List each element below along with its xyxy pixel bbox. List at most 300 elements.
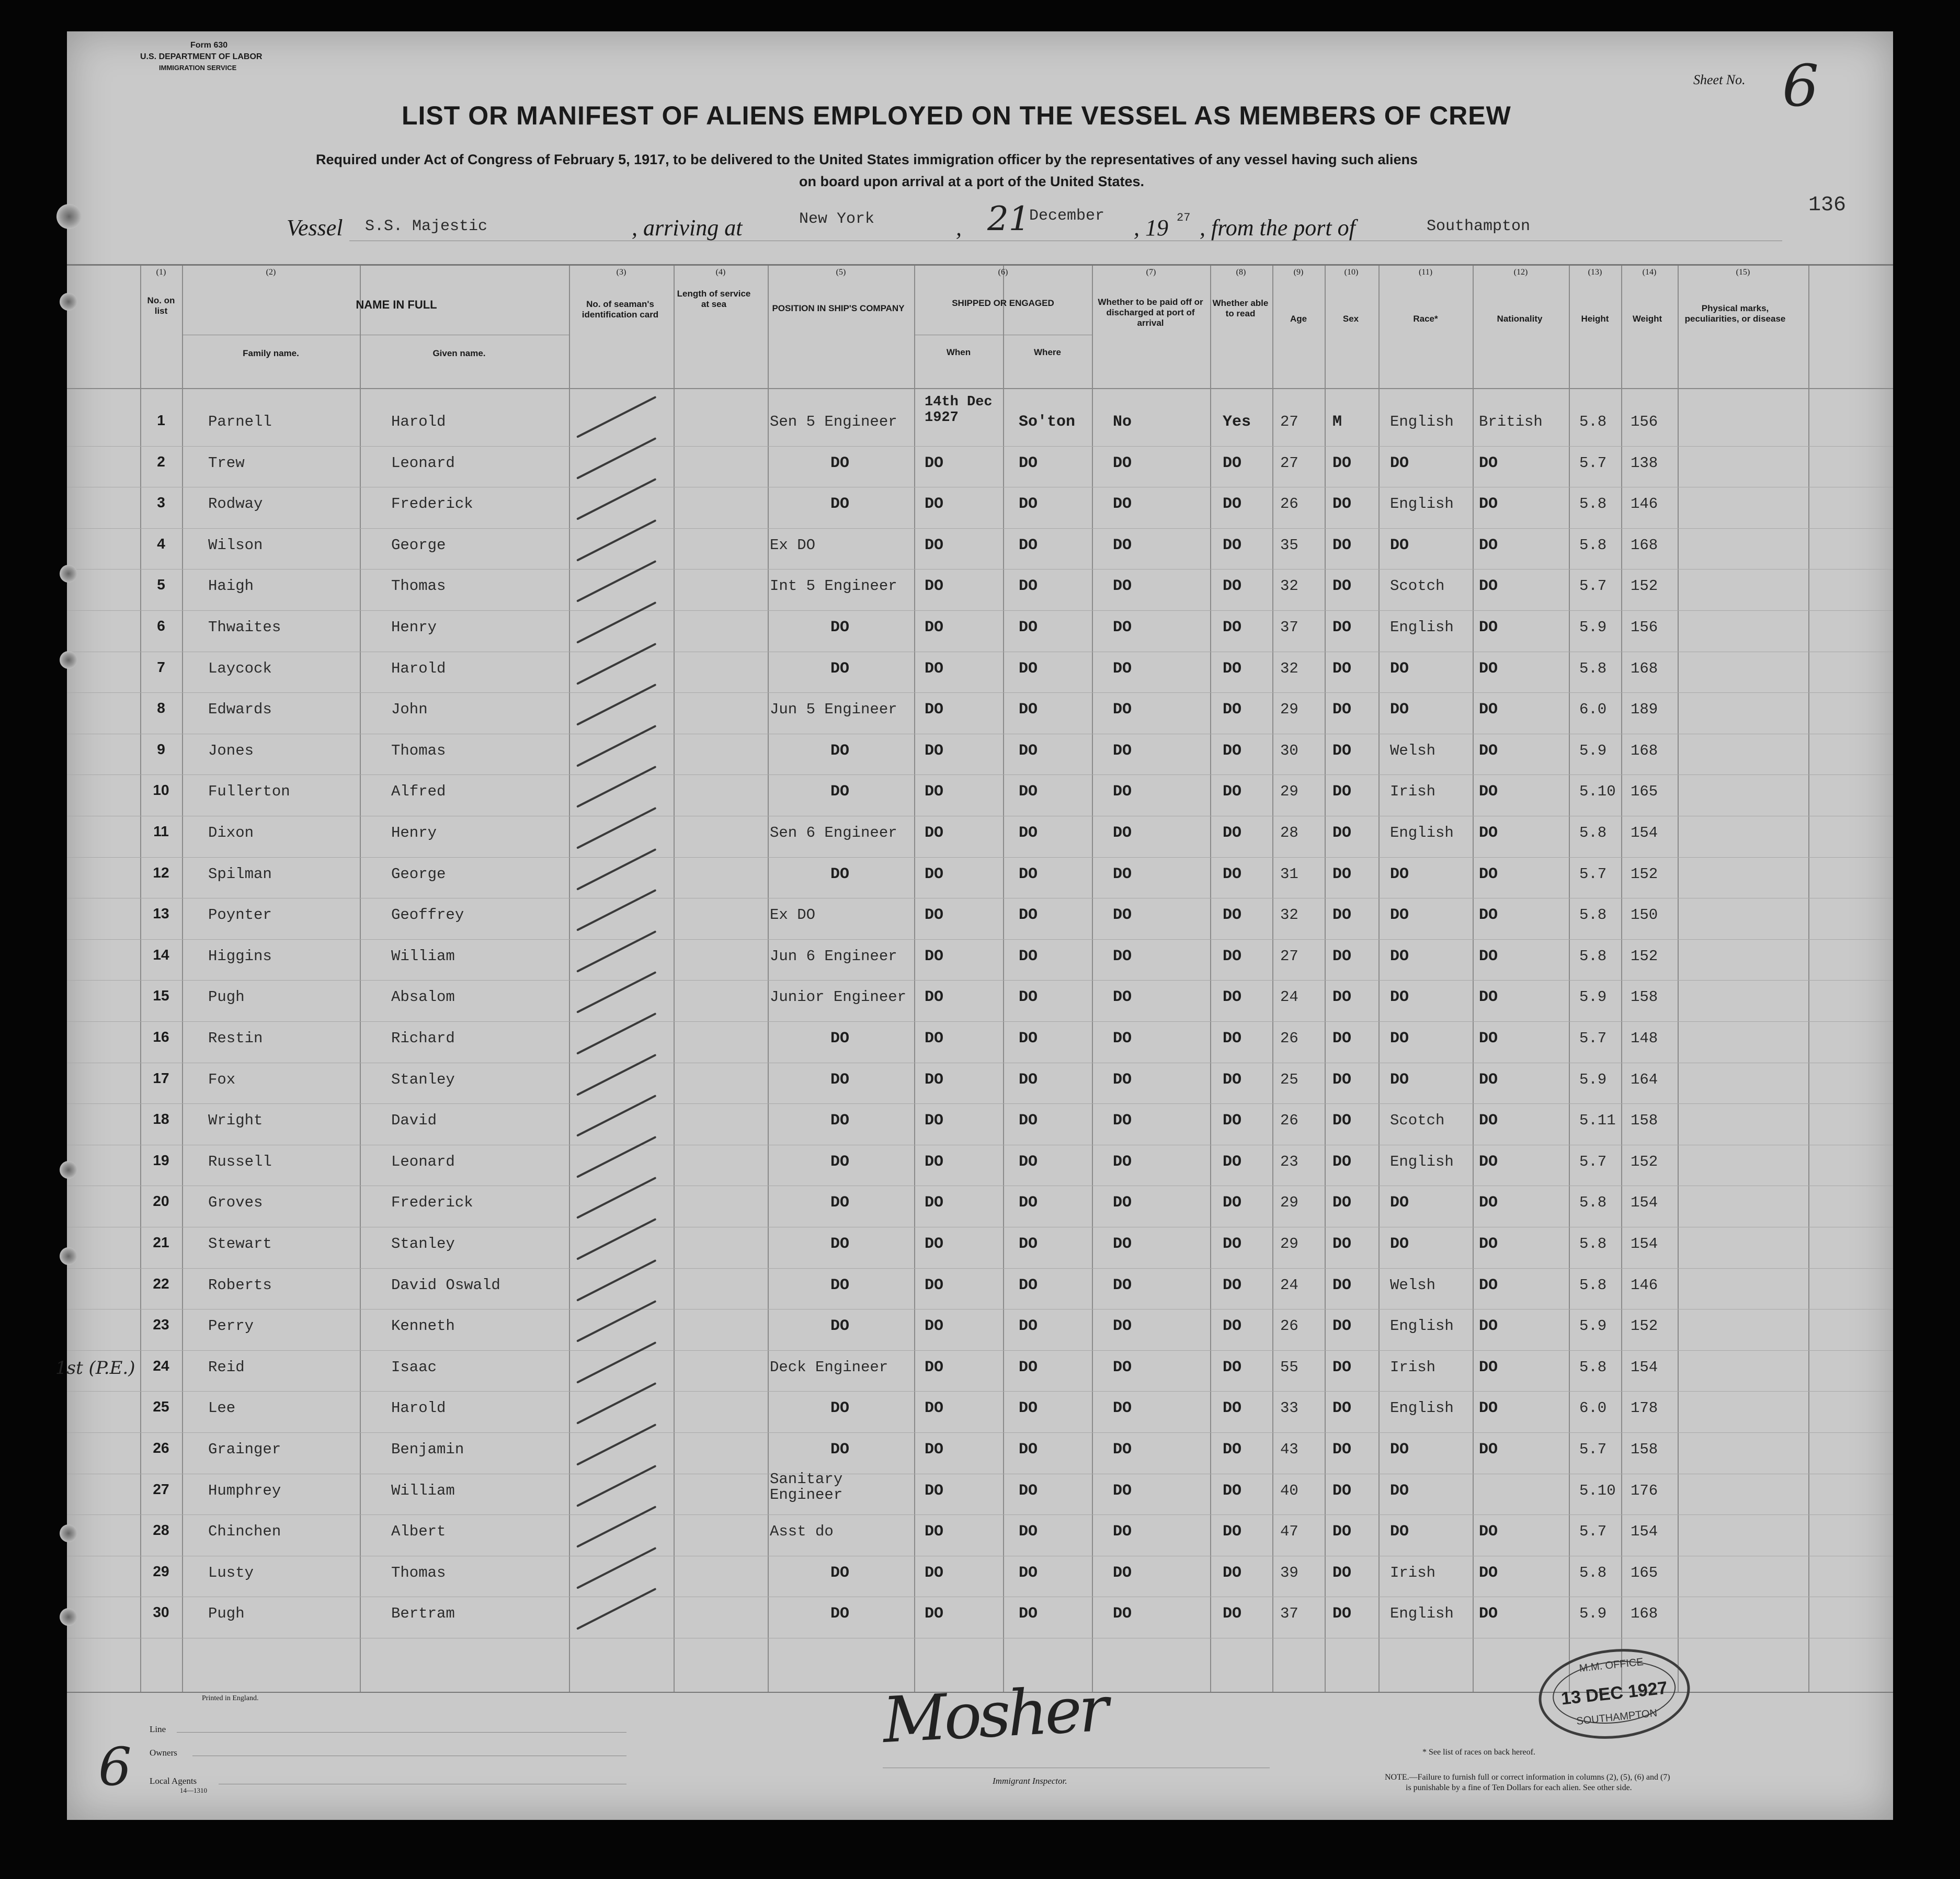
shipped-where-cell: DO xyxy=(1019,1030,1038,1047)
row-number: 30 xyxy=(153,1604,169,1621)
race-cell: DO xyxy=(1390,1235,1409,1253)
nationality-cell: DO xyxy=(1479,1564,1498,1582)
id-card-check-mark xyxy=(576,1547,656,1589)
able-to-read-cell: DO xyxy=(1223,1153,1242,1171)
position-cell: DO xyxy=(830,1030,850,1047)
paid-off-cell: DO xyxy=(1113,1112,1132,1130)
able-to-read-cell: DO xyxy=(1223,947,1242,965)
shipped-where-cell: DO xyxy=(1019,1276,1038,1294)
family-name-cell: Grainger xyxy=(208,1441,281,1458)
given-name-cell: Benjamin xyxy=(391,1441,464,1458)
column-number: (8) xyxy=(1236,268,1246,277)
nationality-cell: DO xyxy=(1479,619,1498,636)
position-cell: Asst do xyxy=(770,1523,834,1541)
form-number: Form 630 xyxy=(190,41,228,50)
position-cell: DO xyxy=(830,619,850,636)
printed-in: Printed in England. xyxy=(202,1694,259,1702)
nationality-cell: DO xyxy=(1479,577,1498,596)
nationality-cell: DO xyxy=(1479,1112,1498,1130)
weight-cell: 152 xyxy=(1631,577,1658,595)
shipped-where-cell: DO xyxy=(1019,1399,1038,1418)
family-name-cell: Spilman xyxy=(208,865,272,883)
age-cell: 26 xyxy=(1280,495,1298,513)
shipped-when-cell: DO xyxy=(925,824,944,842)
sex-cell: DO xyxy=(1332,577,1352,596)
family-name-cell: Higgins xyxy=(208,947,272,965)
weight-cell: 156 xyxy=(1631,619,1658,636)
shipped-where-cell: DO xyxy=(1019,1605,1038,1623)
nationality-cell: DO xyxy=(1479,824,1498,842)
header-family-name: Family name. xyxy=(243,348,299,358)
column-number: (11) xyxy=(1418,268,1433,277)
weight-cell: 158 xyxy=(1631,988,1658,1006)
given-name-cell: Henry xyxy=(391,824,437,841)
height-cell: 5.9 xyxy=(1579,988,1607,1006)
weight-cell: 165 xyxy=(1631,783,1658,801)
age-cell: 27 xyxy=(1280,454,1298,472)
sex-cell: M xyxy=(1332,413,1342,431)
paid-off-cell: DO xyxy=(1113,1358,1132,1376)
weight-cell: 154 xyxy=(1631,1235,1658,1252)
column-number: (15) xyxy=(1736,268,1750,277)
position-cell: Jun 6 Engineer xyxy=(770,947,897,965)
able-to-read-cell: DO xyxy=(1223,659,1242,678)
paid-off-cell: DO xyxy=(1113,1235,1132,1253)
id-card-check-mark xyxy=(576,807,656,849)
shipped-when-cell: DO xyxy=(925,1317,944,1336)
height-cell: 5.10 xyxy=(1579,1482,1616,1499)
given-name-cell: David xyxy=(391,1112,437,1130)
weight-cell: 154 xyxy=(1631,1194,1658,1212)
shipped-when-cell: DO xyxy=(925,1399,944,1418)
position-cell: DO xyxy=(830,1605,850,1623)
given-name-cell: Harold xyxy=(391,659,446,677)
race-cell: DO xyxy=(1390,536,1409,554)
height-cell: 5.8 xyxy=(1579,906,1607,924)
family-name-cell: Haigh xyxy=(208,577,254,595)
row-number: 20 xyxy=(153,1193,169,1210)
position-cell: DO xyxy=(830,659,850,678)
family-name-cell: Pugh xyxy=(208,1605,245,1623)
row-number: 8 xyxy=(157,700,165,716)
family-name-cell: Rodway xyxy=(208,495,263,513)
id-card-check-mark xyxy=(576,1506,656,1548)
paid-off-cell: DO xyxy=(1113,701,1132,719)
given-name-cell: Bertram xyxy=(391,1605,455,1623)
age-cell: 26 xyxy=(1280,1112,1298,1130)
sex-cell: DO xyxy=(1332,1399,1352,1418)
given-name-cell: Leonard xyxy=(391,454,455,472)
sex-cell: DO xyxy=(1332,1564,1352,1582)
given-name-cell: John xyxy=(391,701,428,719)
id-card-check-mark xyxy=(576,1136,656,1178)
height-cell: 6.0 xyxy=(1579,1399,1607,1417)
age-cell: 33 xyxy=(1280,1399,1298,1417)
given-name-cell: David Oswald xyxy=(391,1276,500,1294)
shipped-where-cell: DO xyxy=(1019,1153,1038,1171)
nationality-cell: DO xyxy=(1479,1441,1498,1459)
paid-off-cell: DO xyxy=(1113,454,1132,472)
nationality-cell: DO xyxy=(1479,865,1498,883)
family-name-cell: Pugh xyxy=(208,988,245,1006)
position-cell: Jun 5 Engineer xyxy=(770,701,897,719)
position-cell: DO xyxy=(830,1276,850,1294)
race-cell: Scotch xyxy=(1390,1112,1445,1130)
sheet-label: Sheet No. xyxy=(1693,72,1746,87)
nationality-cell: DO xyxy=(1479,1276,1498,1294)
note-races: * See list of races on back hereof. xyxy=(1422,1748,1535,1757)
inspector-label: Immigrant Inspector. xyxy=(993,1776,1067,1786)
sex-cell: DO xyxy=(1332,1482,1352,1500)
row-number: 7 xyxy=(157,658,165,675)
height-cell: 5.7 xyxy=(1579,454,1607,472)
position-cell: DO xyxy=(830,1194,850,1212)
race-cell: DO xyxy=(1390,1523,1409,1541)
race-cell: English xyxy=(1390,824,1454,841)
race-cell: DO xyxy=(1390,659,1409,678)
race-cell: Irish xyxy=(1390,1564,1436,1581)
column-number: (1) xyxy=(156,268,166,277)
age-cell: 26 xyxy=(1280,1317,1298,1335)
id-card-check-mark xyxy=(576,725,656,767)
given-name-cell: Henry xyxy=(391,619,437,636)
column-number: (9) xyxy=(1293,268,1304,277)
shipped-where-cell: DO xyxy=(1019,947,1038,965)
shipped-when-cell: DO xyxy=(925,495,944,514)
header-id-card: No. of seaman's identification card xyxy=(582,299,659,320)
row-number: 13 xyxy=(153,905,169,922)
able-to-read-cell: DO xyxy=(1223,1564,1242,1582)
age-cell: 43 xyxy=(1280,1441,1298,1458)
given-name-cell: Stanley xyxy=(391,1235,455,1252)
given-name-cell: William xyxy=(391,947,455,965)
shipped-where-cell: DO xyxy=(1019,988,1038,1007)
age-cell: 27 xyxy=(1280,947,1298,965)
able-to-read-cell: DO xyxy=(1223,1317,1242,1336)
column-number: (5) xyxy=(836,268,846,277)
height-cell: 5.8 xyxy=(1579,947,1607,965)
family-name-cell: Perry xyxy=(208,1317,254,1335)
header-sex: Sex xyxy=(1342,314,1359,324)
age-cell: 25 xyxy=(1280,1071,1298,1088)
vessel-label: Vessel xyxy=(287,215,343,241)
paid-off-cell: DO xyxy=(1113,1523,1132,1541)
family-name-cell: Lusty xyxy=(208,1564,254,1581)
header-height: Height xyxy=(1581,314,1609,324)
height-cell: 5.9 xyxy=(1579,1605,1607,1623)
shipped-where-cell: DO xyxy=(1019,1194,1038,1212)
sex-cell: DO xyxy=(1332,1276,1352,1294)
sex-cell: DO xyxy=(1332,824,1352,842)
height-cell: 5.7 xyxy=(1579,1030,1607,1047)
row-number: 25 xyxy=(153,1398,169,1415)
age-cell: 47 xyxy=(1280,1523,1298,1541)
age-cell: 32 xyxy=(1280,659,1298,677)
nationality-cell: DO xyxy=(1479,906,1498,925)
given-name-cell: Frederick xyxy=(391,495,473,513)
row-number: 6 xyxy=(157,618,165,634)
arrival-year: 27 xyxy=(1177,211,1191,224)
shipped-when-cell: DO xyxy=(925,988,944,1007)
shipped-when-cell: DO xyxy=(925,1153,944,1171)
paid-off-cell: DO xyxy=(1113,1153,1132,1171)
id-card-check-mark xyxy=(576,1259,656,1302)
position-cell: DO xyxy=(830,1235,850,1253)
shipped-where-cell: DO xyxy=(1019,454,1038,472)
shipped-where-cell: DO xyxy=(1019,742,1038,760)
able-to-read-cell: DO xyxy=(1223,1194,1242,1212)
race-cell: DO xyxy=(1390,701,1409,719)
paid-off-cell: DO xyxy=(1113,1317,1132,1336)
weight-cell: 154 xyxy=(1631,1358,1658,1376)
race-cell: DO xyxy=(1390,865,1409,883)
sex-cell: DO xyxy=(1332,988,1352,1007)
weight-cell: 168 xyxy=(1631,742,1658,759)
height-cell: 5.8 xyxy=(1579,1194,1607,1212)
row-number: 21 xyxy=(153,1234,169,1250)
height-cell: 6.0 xyxy=(1579,701,1607,719)
able-to-read-cell: DO xyxy=(1223,1441,1242,1459)
id-card-check-mark xyxy=(576,478,656,520)
given-name-cell: Leonard xyxy=(391,1153,455,1170)
service-name: IMMIGRATION SERVICE xyxy=(159,64,237,72)
weight-cell: 164 xyxy=(1631,1071,1658,1088)
row-number: 12 xyxy=(153,864,169,881)
shipped-when-cell: DO xyxy=(925,1358,944,1376)
shipped-when-cell: DO xyxy=(925,577,944,596)
given-name-cell: Harold xyxy=(391,1399,446,1417)
nationality-cell: DO xyxy=(1479,1605,1498,1623)
nationality-cell: DO xyxy=(1479,742,1498,760)
given-name-cell: Frederick xyxy=(391,1194,473,1212)
margin-note: 1st (P.E.) xyxy=(55,1358,135,1379)
family-name-cell: Trew xyxy=(208,454,245,472)
shipped-where-cell: DO xyxy=(1019,619,1038,636)
id-card-check-mark xyxy=(576,1095,656,1137)
arriving-label: , arriving at xyxy=(632,215,743,241)
position-cell: Int 5 Engineer xyxy=(770,577,897,595)
note-fine: is punishable by a fine of Ten Dollars for each alien. See other side. xyxy=(1406,1783,1632,1792)
weight-cell: 176 xyxy=(1631,1482,1658,1499)
nationality-cell: DO xyxy=(1479,1030,1498,1047)
header-where: Where xyxy=(1034,347,1061,357)
sex-cell: DO xyxy=(1332,1153,1352,1171)
id-card-check-mark xyxy=(576,560,656,602)
position-cell: DO xyxy=(830,742,850,760)
nationality-cell: DO xyxy=(1479,1071,1498,1089)
sex-cell: DO xyxy=(1332,906,1352,925)
able-to-read-cell: DO xyxy=(1223,865,1242,883)
family-name-cell: Chinchen xyxy=(208,1523,281,1541)
weight-cell: 158 xyxy=(1631,1441,1658,1458)
page-mark: 6 xyxy=(98,1736,132,1797)
weight-cell: 158 xyxy=(1631,1112,1658,1130)
shipped-when-cell: DO xyxy=(925,1482,944,1500)
able-to-read-cell: DO xyxy=(1223,1358,1242,1376)
shipped-when-cell: DO xyxy=(925,1523,944,1541)
id-card-check-mark xyxy=(576,1382,656,1425)
position-cell: DO xyxy=(830,1153,850,1171)
able-to-read-cell: DO xyxy=(1223,536,1242,554)
family-name-cell: Stewart xyxy=(208,1235,272,1252)
inspector-signature: Mosher xyxy=(881,1672,1108,1758)
age-cell: 24 xyxy=(1280,988,1298,1006)
shipped-where-cell: DO xyxy=(1019,1071,1038,1089)
weight-cell: 150 xyxy=(1631,906,1658,924)
paid-off-cell: DO xyxy=(1113,947,1132,965)
id-card-check-mark xyxy=(576,1177,656,1219)
sex-cell: DO xyxy=(1332,701,1352,719)
position-cell: DO xyxy=(830,454,850,472)
column-number: (2) xyxy=(266,268,276,277)
race-cell: DO xyxy=(1390,1071,1409,1089)
race-cell: Irish xyxy=(1390,783,1436,801)
paid-off-cell: DO xyxy=(1113,742,1132,760)
shipped-when-cell: DO xyxy=(925,454,944,472)
header-weight: Weight xyxy=(1632,314,1662,324)
sex-cell: DO xyxy=(1332,1030,1352,1047)
race-cell: DO xyxy=(1390,454,1409,472)
shipped-where-cell: DO xyxy=(1019,783,1038,801)
nationality-cell: DO xyxy=(1479,495,1498,514)
family-name-cell: Fox xyxy=(208,1071,236,1088)
stamp-city: SOUTHAMPTON xyxy=(1576,1707,1658,1727)
paid-off-cell: DO xyxy=(1113,1482,1132,1500)
header-length-service: Length of service at sea xyxy=(677,289,751,309)
position-cell: DO xyxy=(830,1564,850,1582)
given-name-cell: Kenneth xyxy=(391,1317,455,1335)
paid-off-cell: DO xyxy=(1113,1605,1132,1623)
age-cell: 29 xyxy=(1280,1235,1298,1252)
family-name-cell: Wright xyxy=(208,1112,263,1130)
id-card-check-mark xyxy=(576,437,656,480)
nationality-cell: DO xyxy=(1479,1317,1498,1336)
family-name-cell: Reid xyxy=(208,1358,245,1376)
height-cell: 5.9 xyxy=(1579,742,1607,759)
sex-cell: DO xyxy=(1332,1358,1352,1376)
weight-cell: 146 xyxy=(1631,1276,1658,1294)
row-number: 24 xyxy=(153,1357,169,1374)
height-cell: 5.8 xyxy=(1579,659,1607,677)
shipped-where-cell: DO xyxy=(1019,536,1038,554)
shipped-when-cell: DO xyxy=(925,783,944,801)
header-nationality: Nationality xyxy=(1497,314,1543,324)
height-cell: 5.8 xyxy=(1579,1276,1607,1294)
sheet-number: 6 xyxy=(1782,52,1819,119)
race-cell: English xyxy=(1390,619,1454,636)
able-to-read-cell: DO xyxy=(1223,783,1242,801)
id-card-check-mark xyxy=(576,684,656,726)
row-number: 11 xyxy=(153,823,169,839)
shipped-when-cell: DO xyxy=(925,1071,944,1089)
column-number: (7) xyxy=(1146,268,1156,277)
height-cell: 5.8 xyxy=(1579,413,1607,430)
position-cell: Sen 5 Engineer xyxy=(770,413,897,430)
office-stamp xyxy=(1534,1642,1694,1746)
height-cell: 5.8 xyxy=(1579,1564,1607,1581)
id-card-check-mark xyxy=(576,848,656,891)
given-name-cell: George xyxy=(391,865,446,883)
shipped-when-cell: DO xyxy=(925,1112,944,1130)
height-cell: 5.8 xyxy=(1579,495,1607,513)
row-number: 18 xyxy=(153,1111,169,1128)
shipped-where-cell: DO xyxy=(1019,659,1038,678)
race-cell: Scotch xyxy=(1390,577,1445,595)
column-number: (10) xyxy=(1344,268,1359,277)
position-cell: Ex DO xyxy=(770,906,816,924)
shipped-where-cell: DO xyxy=(1019,1317,1038,1336)
family-name-cell: Humphrey xyxy=(208,1482,281,1499)
sex-cell: DO xyxy=(1332,1441,1352,1459)
height-cell: 5.7 xyxy=(1579,1523,1607,1541)
able-to-read-cell: DO xyxy=(1223,906,1242,925)
departure-port: Southampton xyxy=(1427,218,1531,235)
age-cell: 37 xyxy=(1280,619,1298,636)
position-cell: Junior Engineer xyxy=(770,988,907,1006)
height-cell: 5.10 xyxy=(1579,783,1616,801)
height-cell: 5.8 xyxy=(1579,1358,1607,1376)
row-number: 14 xyxy=(153,946,169,963)
shipped-when-cell: DO xyxy=(925,536,944,554)
age-cell: 26 xyxy=(1280,1030,1298,1047)
shipped-where-cell: DO xyxy=(1019,1482,1038,1500)
page-number: 136 xyxy=(1808,193,1847,217)
given-name-cell: Isaac xyxy=(391,1358,437,1376)
row-number: 17 xyxy=(153,1069,169,1086)
shipped-when-cell: DO xyxy=(925,1194,944,1212)
age-cell: 24 xyxy=(1280,1276,1298,1294)
form-code: 14—1310 xyxy=(180,1786,207,1794)
given-name-cell: Thomas xyxy=(391,577,446,595)
able-to-read-cell: DO xyxy=(1223,454,1242,472)
shipped-where-cell: DO xyxy=(1019,701,1038,719)
family-name-cell: Edwards xyxy=(208,701,272,719)
arrival-month: December xyxy=(1029,207,1105,225)
nationality-cell: DO xyxy=(1479,783,1498,801)
family-name-cell: Jones xyxy=(208,742,254,759)
position-cell: Ex DO xyxy=(770,536,816,554)
paid-off-cell: DO xyxy=(1113,495,1132,514)
nationality-cell: British xyxy=(1479,413,1543,430)
row-number: 10 xyxy=(153,782,169,799)
weight-cell: 165 xyxy=(1631,1564,1658,1581)
paid-off-cell: DO xyxy=(1113,1030,1132,1047)
note-failure: NOTE.—Failure to furnish full or correct information in columns (2), (5), (6) and (7) xyxy=(1385,1773,1670,1782)
family-name-cell: Groves xyxy=(208,1194,263,1212)
nationality-cell: DO xyxy=(1479,454,1498,472)
column-number: (12) xyxy=(1513,268,1528,277)
header-race: Race* xyxy=(1413,314,1438,324)
age-cell: 23 xyxy=(1280,1153,1298,1170)
row-number: 26 xyxy=(153,1440,169,1456)
from-label: , from the port of xyxy=(1200,215,1355,241)
position-cell: DO xyxy=(830,1441,850,1459)
header-when: When xyxy=(946,347,971,357)
race-cell: DO xyxy=(1390,947,1409,965)
paid-off-cell: DO xyxy=(1113,906,1132,925)
race-cell: English xyxy=(1390,1317,1454,1335)
weight-cell: 154 xyxy=(1631,1523,1658,1541)
given-name-cell: Geoffrey xyxy=(391,906,464,924)
paid-off-cell: DO xyxy=(1113,1071,1132,1089)
weight-cell: 152 xyxy=(1631,1153,1658,1170)
id-card-check-mark xyxy=(576,930,656,973)
nationality-cell: DO xyxy=(1479,659,1498,678)
header-given-name: Given name. xyxy=(432,348,486,358)
height-cell: 5.9 xyxy=(1579,1071,1607,1088)
age-cell: 29 xyxy=(1280,1194,1298,1212)
height-cell: 5.11 xyxy=(1579,1112,1616,1130)
